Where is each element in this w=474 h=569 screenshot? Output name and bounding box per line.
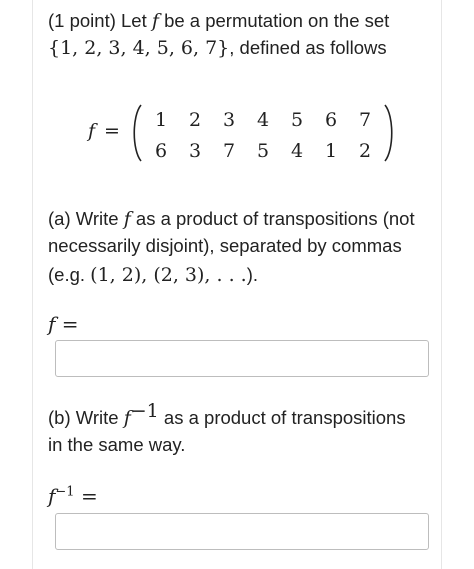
answer-b-f: f — [48, 484, 56, 508]
intro-line-1 — [48, 8, 389, 34]
top-cell: 7 — [358, 108, 372, 131]
example-prefix: (e.g. — [48, 264, 86, 285]
example-suffix: ). — [246, 264, 259, 285]
top-cell: 2 — [188, 108, 202, 131]
part-b-inverse-sup: −1 — [130, 399, 159, 422]
perm-f-symbol: f — [88, 120, 96, 142]
answer-b-eq: = — [80, 484, 98, 508]
top-cell: 6 — [324, 108, 338, 131]
intro-line-2 — [48, 35, 387, 61]
answer-b-sup: −1 — [55, 484, 75, 500]
bottom-cell: 4 — [290, 139, 304, 162]
answer-b-label — [48, 484, 98, 508]
answer-a-eq: = — [61, 312, 79, 336]
bottom-row — [144, 135, 382, 166]
part-b-suffix: as a product of transpositions — [163, 407, 406, 428]
intro-suffix: be a permutation on the set — [164, 10, 390, 31]
top-cell: 4 — [256, 108, 270, 131]
bottom-cell: 1 — [324, 139, 338, 162]
bottom-cell: 3 — [188, 139, 202, 162]
top-cell: 1 — [154, 108, 168, 131]
right-paren-icon — [384, 104, 396, 162]
perm-equals: = — [104, 120, 120, 142]
top-cell: 3 — [222, 108, 236, 131]
part-b-f-symbol: f — [123, 407, 131, 429]
answer-b-input[interactable] — [55, 513, 429, 550]
part-a-prefix: (a) Write — [48, 208, 119, 229]
part-a-f-symbol: f — [123, 208, 131, 230]
part-a-line-3 — [48, 262, 258, 288]
answer-a-f: f — [48, 312, 56, 336]
intro-f-symbol: f — [151, 10, 159, 32]
bottom-cell: 5 — [256, 139, 270, 162]
top-row — [144, 104, 382, 135]
part-a-suffix: as a product of transpositions (not — [135, 208, 415, 229]
defined-text: , defined as follows — [229, 37, 387, 58]
part-a-line-1 — [48, 206, 415, 232]
bottom-cell: 7 — [222, 139, 236, 162]
bottom-cell: 2 — [358, 139, 372, 162]
left-paren-icon — [130, 104, 142, 162]
set-notation: {1, 2, 3, 4, 5, 6, 7} — [48, 37, 230, 59]
permutation-rows — [144, 104, 382, 166]
bottom-cell: 6 — [154, 139, 168, 162]
part-b-prefix: (b) Write — [48, 407, 119, 428]
example-math: (1, 2), (2, 3), . . . — [90, 264, 247, 286]
intro-prefix: (1 point) Let — [48, 10, 147, 31]
part-b-line-2: in the same way. — [48, 434, 186, 455]
answer-a-input[interactable] — [55, 340, 429, 377]
part-a-line-2: necessarily disjoint), separated by commas — [48, 235, 402, 256]
top-cell: 5 — [290, 108, 304, 131]
part-b-line-1 — [48, 399, 406, 431]
answer-a-label — [48, 312, 79, 336]
